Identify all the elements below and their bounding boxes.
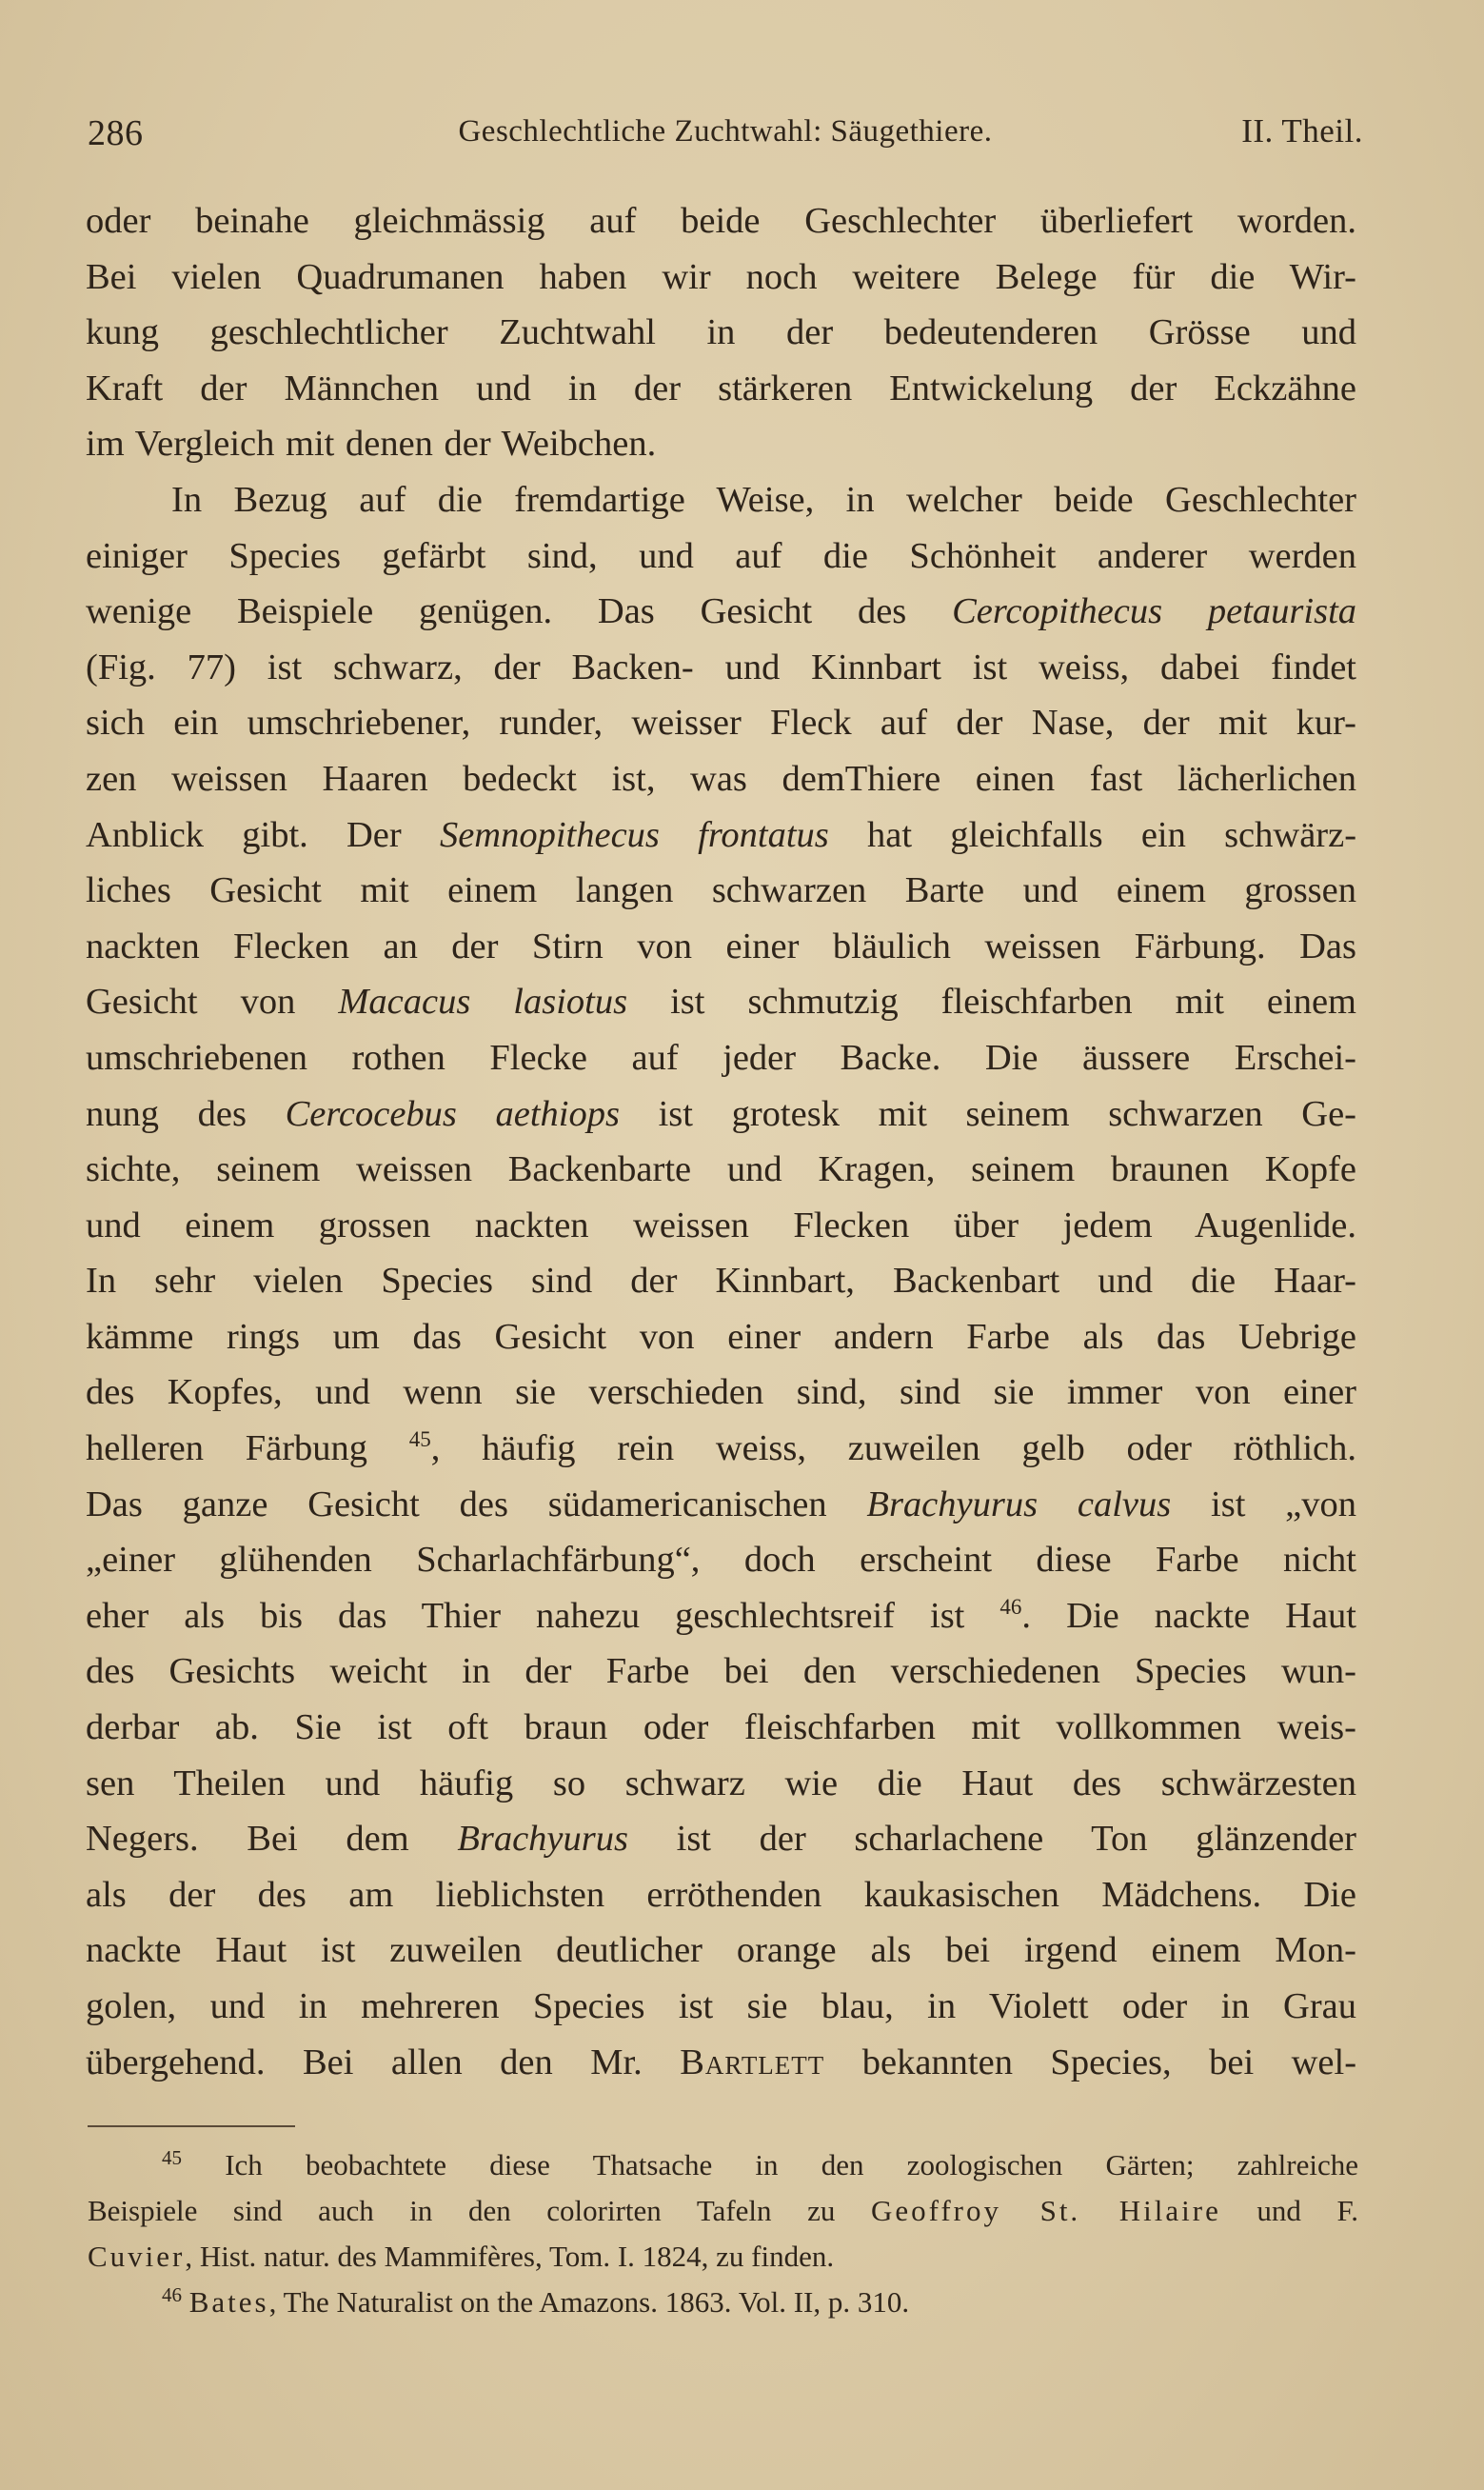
author-name: Bates <box>188 2285 269 2319</box>
text-run: ist schmutzig fleischfarben mit einem <box>670 982 1356 1023</box>
text-line: golen, und in mehreren Species ist sie blau, in Violett oder in Grau <box>86 1986 1356 2026</box>
text-run: . Die nackte Haut <box>1021 1595 1357 1636</box>
text-line: sich ein umschriebener, runder, weisser Fleck auf der Nase, der mit kur- <box>86 703 1356 744</box>
text-run: ist der scharlachene Ton glänzender <box>676 1819 1356 1860</box>
page-number: 286 <box>88 113 144 153</box>
text-line: als der des am lieblichsten erröthenden kaukasischen Mädchens. Die <box>86 1874 1356 1915</box>
text-run: Das ganze Gesicht des südamericanischen <box>86 1484 827 1524</box>
text-run: bekannten Species, bei wel- <box>861 2042 1357 2082</box>
footnote-text: Ich beobachtete diese Thatsache in den zoologischen Gärten; zahlreiche <box>225 2148 1359 2181</box>
author-initial: F. <box>1336 2194 1359 2227</box>
text-line: einiger Species gefärbt sind, und auf die Schönheit anderer werden <box>86 535 1356 576</box>
footnote-text: und <box>1256 2194 1301 2227</box>
footnotes <box>88 2142 1358 2325</box>
text-line: oder beinahe gleichmässig auf beide Geschlechter überliefert worden. <box>86 201 1356 241</box>
text-line <box>86 1421 1356 1477</box>
footnote-mark: 45 <box>162 2146 182 2169</box>
part-label: II. Theil. <box>1241 112 1363 149</box>
text-line: In sehr vielen Species sind der Kinnbart, Backenbart und die Haar- <box>86 1261 1356 1302</box>
text-line <box>86 1588 1356 1644</box>
footnote-line <box>88 2234 1358 2280</box>
text-line <box>86 1477 1356 1533</box>
footnote-46 <box>88 2280 1358 2325</box>
text-line <box>86 974 1356 1030</box>
author-name: Cuvier <box>88 2240 186 2273</box>
running-title: Geschlechtliche Zuchtwahl: Säugethiere. <box>458 114 993 149</box>
footnote-line <box>88 2188 1358 2234</box>
text-run: hat gleichfalls ein schwärz- <box>866 814 1357 855</box>
text-line <box>86 807 1356 864</box>
footnote-divider <box>88 2125 295 2127</box>
text-line <box>86 584 1356 640</box>
text-run: Gesicht von <box>86 982 296 1023</box>
text-line: zen weissen Haaren bedeckt ist, was demThiere einen fast lächerlichen <box>86 758 1356 799</box>
footnote-ref[interactable]: 45 <box>408 1427 431 1452</box>
text-line: „einer glühenden Scharlachfärbung“, doch erscheint diese Farbe nicht <box>86 1540 1356 1581</box>
text-line: In Bezug auf die fremdartige Weise, in welcher beide Geschlechter <box>171 479 1356 520</box>
footnote-text: Beispiele sind auch in den colorirten Tafeln zu <box>88 2194 836 2227</box>
text-line: kung geschlechtlicher Zuchtwahl in der bedeutenderen Grösse und <box>86 312 1356 353</box>
text-line: (Fig. 77) ist schwarz, der Backen- und Kinnbart ist weiss, dabei findet <box>86 647 1356 687</box>
page-header <box>88 112 1363 160</box>
text-line: des Kopfes, und wenn sie verschieden sind, sind sie immer von einer <box>86 1372 1356 1413</box>
text-run: ist „von <box>1211 1484 1357 1524</box>
footnote-text: , Hist. natur. des Mammifères, Tom. I. 1824, zu finden. <box>185 2240 835 2273</box>
text-run: Anblick gibt. Der <box>86 814 402 855</box>
text-line <box>86 1811 1356 1867</box>
footnote-text: , The Naturalist on the Amazons. 1863. Vol. II, p. 310. <box>268 2285 910 2319</box>
text-run: Negers. Bei dem <box>86 1819 409 1860</box>
text-run: , häufig rein weiss, zuweilen gelb oder röthlich. <box>430 1428 1357 1469</box>
species-name: Semnopithecus frontatus <box>439 814 829 855</box>
main-text <box>86 193 1356 2090</box>
text-run: eher als bis das Thier nahezu geschlechtsreif ist <box>86 1595 965 1636</box>
text-line: nackten Flecken an der Stirn von einer bläulich weissen Färbung. Das <box>86 926 1356 966</box>
text-run: übergehend. Bei allen den Mr. <box>86 2042 643 2082</box>
species-name: Cercopithecus petaurista <box>952 591 1357 632</box>
text-line: nackte Haut ist zuweilen deutlicher orange als bei irgend einem Mon- <box>86 1930 1356 1971</box>
text-line: sen Theilen und häufig so schwarz wie die Haut des schwärzesten <box>86 1763 1356 1803</box>
text-line: und einem grossen nackten weissen Flecken über jedem Augenlide. <box>86 1205 1356 1245</box>
footnote-mark: 46 <box>162 2283 182 2306</box>
text-run: ist grotesk mit seinem schwarzen Ge- <box>658 1093 1356 1134</box>
species-name: Brachyurus <box>457 1819 628 1860</box>
text-line: Kraft der Männchen und in der stärkeren Entwickelung der Eckzähne <box>86 368 1356 408</box>
species-name: Cercocebus aethiops <box>285 1093 620 1134</box>
text-line <box>86 1086 1356 1143</box>
text-line: kämme rings um das Gesicht von einer andern Farbe als das Uebrige <box>86 1316 1356 1357</box>
text-line: umschriebenen rothen Flecke auf jeder Backe. Die äussere Erschei- <box>86 1037 1356 1078</box>
person-name: Bartlett <box>680 2042 825 2082</box>
text-line <box>86 2035 1356 2091</box>
text-run: nung des <box>86 1093 247 1134</box>
species-name: Macacus lasiotus <box>338 982 628 1023</box>
text-line: sichte, seinem weissen Backenbarte und Kragen, seinem braunen Kopfe <box>86 1149 1356 1190</box>
footnote-ref[interactable]: 46 <box>999 1594 1022 1619</box>
footnote-45 <box>88 2142 1358 2188</box>
text-line: des Gesichts weicht in der Farbe bei den verschiedenen Species wun- <box>86 1651 1356 1692</box>
text-line: derbar ab. Sie ist oft braun oder fleischfarben mit vollkommen weis- <box>86 1707 1356 1748</box>
species-name: Brachyurus calvus <box>866 1484 1172 1524</box>
text-line: liches Gesicht mit einem langen schwarzen Barte und einem grossen <box>86 870 1356 911</box>
text-line: im Vergleich mit denen der Weibchen. <box>86 424 657 465</box>
text-run: helleren Färbung <box>86 1428 368 1469</box>
author-name: Geoffroy St. Hilaire <box>870 2194 1221 2227</box>
text-run: wenige Beispiele genügen. Das Gesicht des <box>86 591 907 632</box>
text-line: Bei vielen Quadrumanen haben wir noch weitere Belege für die Wir- <box>86 256 1356 297</box>
